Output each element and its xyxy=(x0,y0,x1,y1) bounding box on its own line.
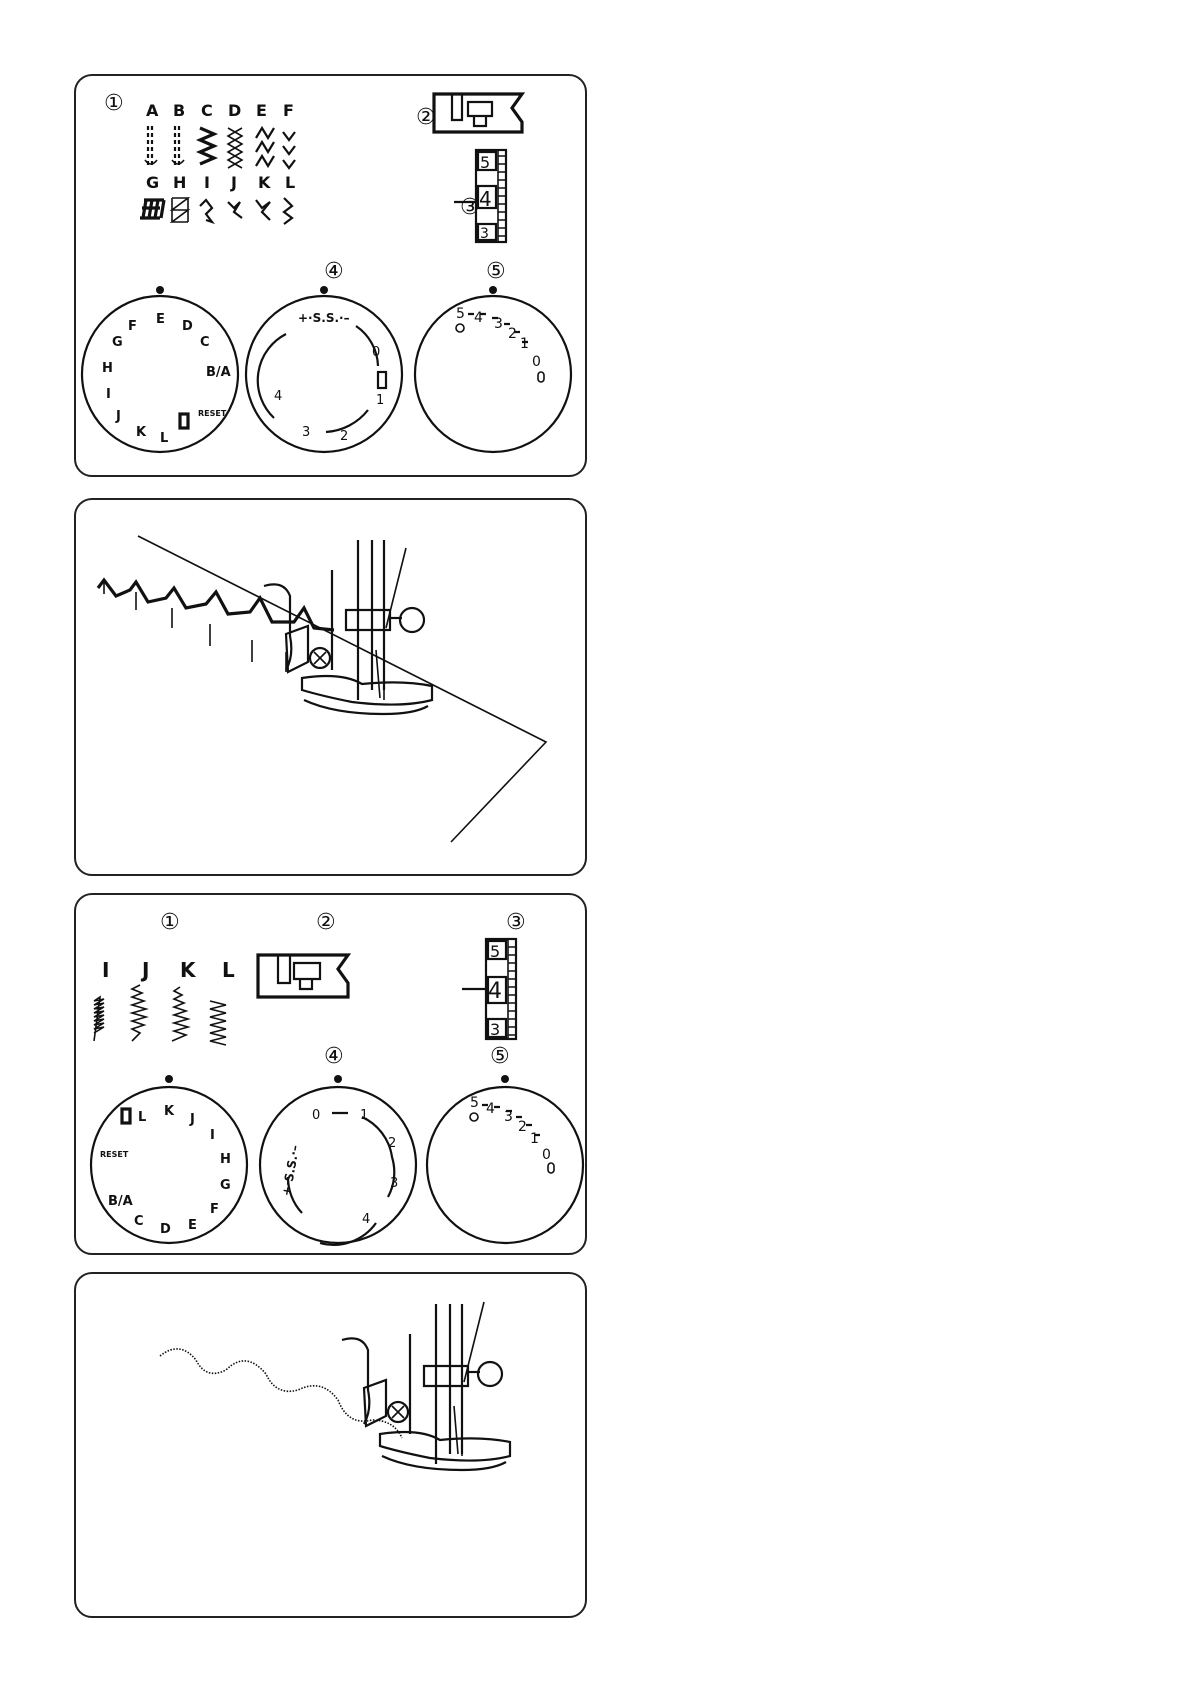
pattern-letter-b: B xyxy=(173,101,186,120)
length-scale-5: 5 xyxy=(490,942,501,961)
dial1-letter-e: E xyxy=(188,1218,197,1233)
stitch-pattern-icons xyxy=(94,985,226,1045)
dial1-reset-label: RESET xyxy=(100,1150,129,1159)
dial3-scale-2: 2 xyxy=(508,326,517,342)
panel-1-drawing xyxy=(76,76,589,479)
presser-foot-icon xyxy=(434,94,522,132)
pattern-selector-dial xyxy=(91,1075,247,1243)
dial3-scale-4: 4 xyxy=(486,1101,495,1117)
dial1-letter-i: I xyxy=(106,387,111,402)
dial2-number-4: 4 xyxy=(362,1212,371,1227)
pattern-letter-f: F xyxy=(283,101,294,120)
length-scale-4: 4 xyxy=(488,979,502,1004)
dial2-number-3: 3 xyxy=(390,1176,399,1191)
sewing-illustration-panel-1 xyxy=(74,498,587,876)
stitch-settings-panel-1 xyxy=(74,74,587,477)
dial2-number-1: 1 xyxy=(360,1108,369,1123)
sewing-illustration-panel-2 xyxy=(74,1272,587,1618)
dial3-scale-3: 3 xyxy=(504,1109,513,1125)
dial1-letter-d: D xyxy=(160,1222,171,1237)
dial1-letter-g: G xyxy=(112,335,123,350)
callout-5: ⑤ xyxy=(486,259,506,284)
length-scale-3: 3 xyxy=(490,1020,501,1039)
dial1-letter-f: F xyxy=(210,1202,219,1217)
presser-foot-sewing-illustration-1 xyxy=(76,500,589,878)
pattern-letter-i: I xyxy=(204,173,210,192)
stitch-length-dial xyxy=(427,1075,583,1243)
stitch-width-dial xyxy=(246,286,402,452)
callout-5: ⑤ xyxy=(490,1044,510,1069)
callout-1: ① xyxy=(104,91,124,116)
pattern-letter-j: J xyxy=(142,958,150,982)
callout-4: ④ xyxy=(324,1044,344,1069)
panel-2-drawing xyxy=(76,895,589,1257)
pattern-letter-d: D xyxy=(228,101,242,120)
dial1-letter-k: K xyxy=(164,1104,175,1119)
dial1-letter-j: J xyxy=(116,409,121,424)
pattern-letter-j: J xyxy=(231,173,237,192)
pattern-letter-i: I xyxy=(102,958,110,982)
presser-foot-drawing xyxy=(342,1302,510,1470)
stitch-length-scale xyxy=(462,939,516,1039)
stitch-width-dial xyxy=(260,1075,416,1245)
stitch-length-dial xyxy=(415,286,571,452)
dial3-scale-1: 1 xyxy=(520,336,529,352)
dial2-ss-label: +·S.S.·– xyxy=(279,1143,303,1198)
stitch-pattern-icons-row2 xyxy=(140,198,292,224)
dial1-letter-i: I xyxy=(210,1128,215,1143)
dial1-letter-ba: B/A xyxy=(108,1194,133,1209)
dial2-ss-label: +·S.S.·– xyxy=(298,311,350,325)
dial3-scale-5: 5 xyxy=(470,1095,479,1111)
dial1-letter-e: E xyxy=(156,312,165,327)
callout-2: ② xyxy=(416,105,436,130)
length-scale-4: 4 xyxy=(479,187,492,211)
dial1-letter-h: H xyxy=(102,361,113,376)
pattern-letter-l: L xyxy=(285,173,296,192)
dial2-number-3: 3 xyxy=(302,425,311,440)
dial1-letter-ba: B/A xyxy=(206,365,231,380)
dial1-letter-f: F xyxy=(128,319,137,334)
length-scale-5: 5 xyxy=(480,153,491,172)
dial1-reset-label: RESET xyxy=(198,409,227,418)
dial1-letter-d: D xyxy=(182,319,193,334)
stitch-pattern-icons-row1 xyxy=(145,126,295,168)
dial2-number-4: 4 xyxy=(274,389,283,404)
pattern-letter-g: G xyxy=(146,173,160,192)
dial1-letter-c: C xyxy=(200,335,210,350)
stitch-settings-panel-2 xyxy=(74,893,587,1255)
presser-foot-sewing-illustration-2 xyxy=(76,1274,589,1620)
pattern-letter-c: C xyxy=(201,101,213,120)
pattern-letter-e: E xyxy=(256,101,267,120)
dial1-letter-l: L xyxy=(138,1110,147,1125)
pattern-letter-l: L xyxy=(222,958,235,982)
callout-2: ② xyxy=(316,910,336,935)
dial2-number-0: 0 xyxy=(312,1108,321,1123)
dial3-scale-0: 0 xyxy=(532,354,541,370)
dial2-number-0: 0 xyxy=(372,345,381,360)
length-scale-3: 3 xyxy=(480,226,489,242)
dial1-letter-c: C xyxy=(134,1214,144,1229)
dial3-scale-5: 5 xyxy=(456,306,465,322)
pattern-letter-k: K xyxy=(258,173,271,192)
presser-foot-icon xyxy=(258,955,348,997)
dial2-number-2: 2 xyxy=(388,1136,397,1151)
dial3-scale-1: 1 xyxy=(530,1131,539,1147)
callout-3: ③ xyxy=(460,195,480,220)
presser-foot-drawing xyxy=(264,540,432,714)
dial1-letter-k: K xyxy=(136,425,147,440)
callout-1: ① xyxy=(160,910,180,935)
dial3-scale-3: 3 xyxy=(494,316,503,332)
pattern-letter-a: A xyxy=(146,101,159,120)
dial3-scale-2: 2 xyxy=(518,1119,527,1135)
dial1-letter-l: L xyxy=(160,431,169,446)
dial2-number-1: 1 xyxy=(376,393,385,408)
dial1-letter-j: J xyxy=(190,1112,195,1127)
pattern-selector-dial xyxy=(82,286,238,452)
pattern-letter-k: K xyxy=(180,958,196,982)
dial3-scale-0: 0 xyxy=(542,1147,551,1163)
dial3-scale-4: 4 xyxy=(474,310,483,326)
callout-4: ④ xyxy=(324,259,344,284)
dial1-letter-h: H xyxy=(220,1152,231,1167)
dial1-letter-g: G xyxy=(220,1178,231,1193)
callout-3: ③ xyxy=(506,910,526,935)
pattern-letter-h: H xyxy=(173,173,187,192)
dial2-number-2: 2 xyxy=(340,429,349,444)
